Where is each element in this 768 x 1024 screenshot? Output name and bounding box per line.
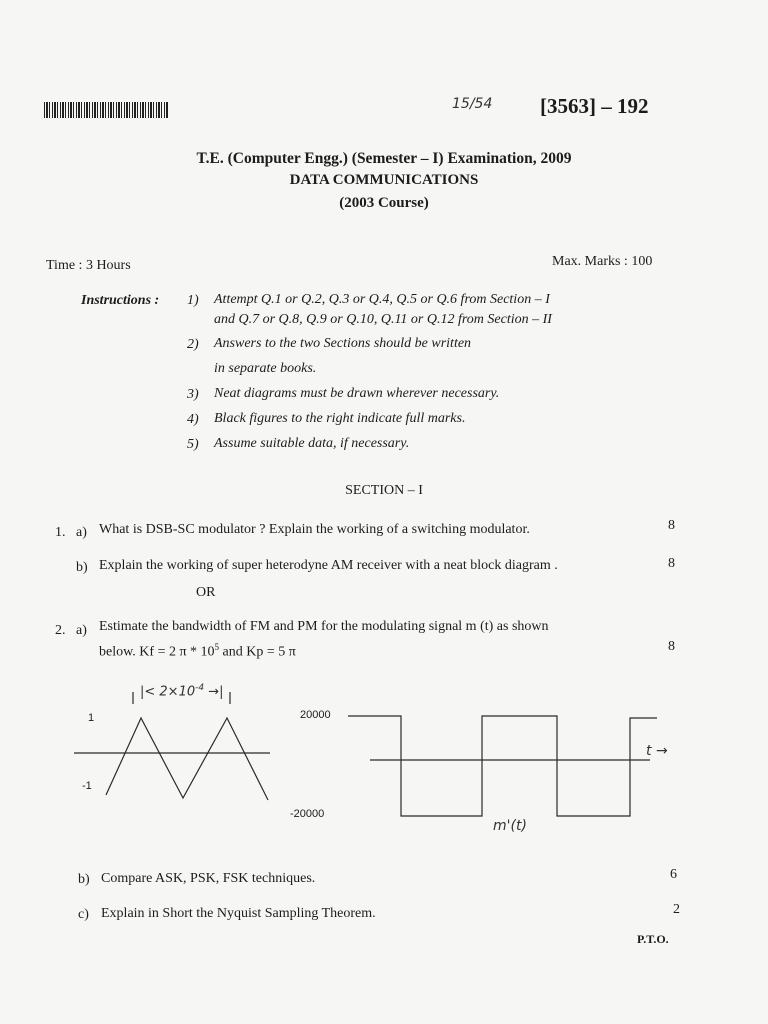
marks: 8 xyxy=(668,518,675,533)
marks: 6 xyxy=(670,867,677,882)
instruction-text: Neat diagrams must be drawn wherever necessary. xyxy=(214,386,500,401)
question-text: Explain the working of super heterodyne AM receiver with a neat block diagram . xyxy=(99,558,558,573)
question-text: What is DSB-SC modulator ? Explain the working of a switching modulator. xyxy=(99,522,530,537)
sub-question-label: a) xyxy=(76,525,87,540)
sub-question-label: a) xyxy=(76,623,87,638)
or-label: OR xyxy=(196,585,216,600)
question-number: 2. xyxy=(55,623,66,638)
instruction-text: Answers to the two Sections should be written xyxy=(214,336,472,351)
instruction-text: and Q.7 or Q.8, Q.9 or Q.10, Q.11 or Q.12 from Section – II xyxy=(214,312,552,327)
instruction-text: Black figures to the right indicate full marks. xyxy=(214,411,466,426)
period-text: |< 2×10 xyxy=(140,684,196,700)
marks: 2 xyxy=(673,902,680,917)
signal-label: m'(t) xyxy=(493,818,527,834)
sub-question-label: c) xyxy=(78,907,89,922)
question-text-part: below. Kf = 2 π * 10 xyxy=(99,644,215,660)
y-low-label: -20000 xyxy=(290,808,325,820)
instruction-text: Assume suitable data, if necessary. xyxy=(214,436,410,451)
handwritten-note: 15/54 xyxy=(452,96,493,112)
instruction-text: Attempt Q.1 or Q.2, Q.3 or Q.4, Q.5 or Q.6 from Section – I xyxy=(214,292,550,307)
max-marks-label: Max. Marks : 100 xyxy=(552,254,653,269)
paper-code: [3563] – 192 xyxy=(540,94,649,118)
course-title: (2003 Course) xyxy=(339,195,429,211)
time-label: Time : 3 Hours xyxy=(46,258,131,273)
instruction-num: 4) xyxy=(187,412,199,427)
y-high-label: 1 xyxy=(88,712,95,724)
exponent: 5 xyxy=(214,642,220,652)
triangle-wave xyxy=(106,718,268,800)
question-text-part: and Kp = 5 π xyxy=(219,644,296,660)
period-label: |< $2\times 10^{-4}$ →| xyxy=(140,683,224,700)
marks: 8 xyxy=(668,639,675,654)
instructions-label: Instructions : xyxy=(81,293,160,308)
exam-title: T.E. (Computer Engg.) (Semester – I) Examination, 2009 xyxy=(196,150,572,167)
instruction-text: in separate books. xyxy=(214,361,317,376)
period-exponent: -4 xyxy=(195,683,205,693)
instruction-num: 5) xyxy=(187,437,199,452)
sub-question-label: b) xyxy=(78,872,90,887)
question-text: Explain in Short the Nyquist Sampling Theorem. xyxy=(101,906,376,921)
question-number: 1. xyxy=(55,525,66,540)
sub-question-label: b) xyxy=(76,560,88,575)
instruction-num: 2) xyxy=(187,337,199,352)
instruction-num: 1) xyxy=(187,293,199,308)
page-turn-note: P.T.O. xyxy=(637,932,669,946)
y-low-label: -1 xyxy=(82,780,92,792)
subject-title: DATA COMMUNICATIONS xyxy=(289,172,479,188)
instruction-num: 3) xyxy=(187,387,199,402)
question-text: Compare ASK, PSK, FSK techniques. xyxy=(101,871,316,886)
time-axis-label: t → xyxy=(646,743,668,759)
y-high-label: 20000 xyxy=(300,709,331,721)
marks: 8 xyxy=(668,556,675,571)
square-wave xyxy=(348,716,657,816)
section-title: SECTION – I xyxy=(345,483,423,498)
question-text: Estimate the bandwidth of FM and PM for the modulating signal m (t) as shown xyxy=(99,619,549,634)
